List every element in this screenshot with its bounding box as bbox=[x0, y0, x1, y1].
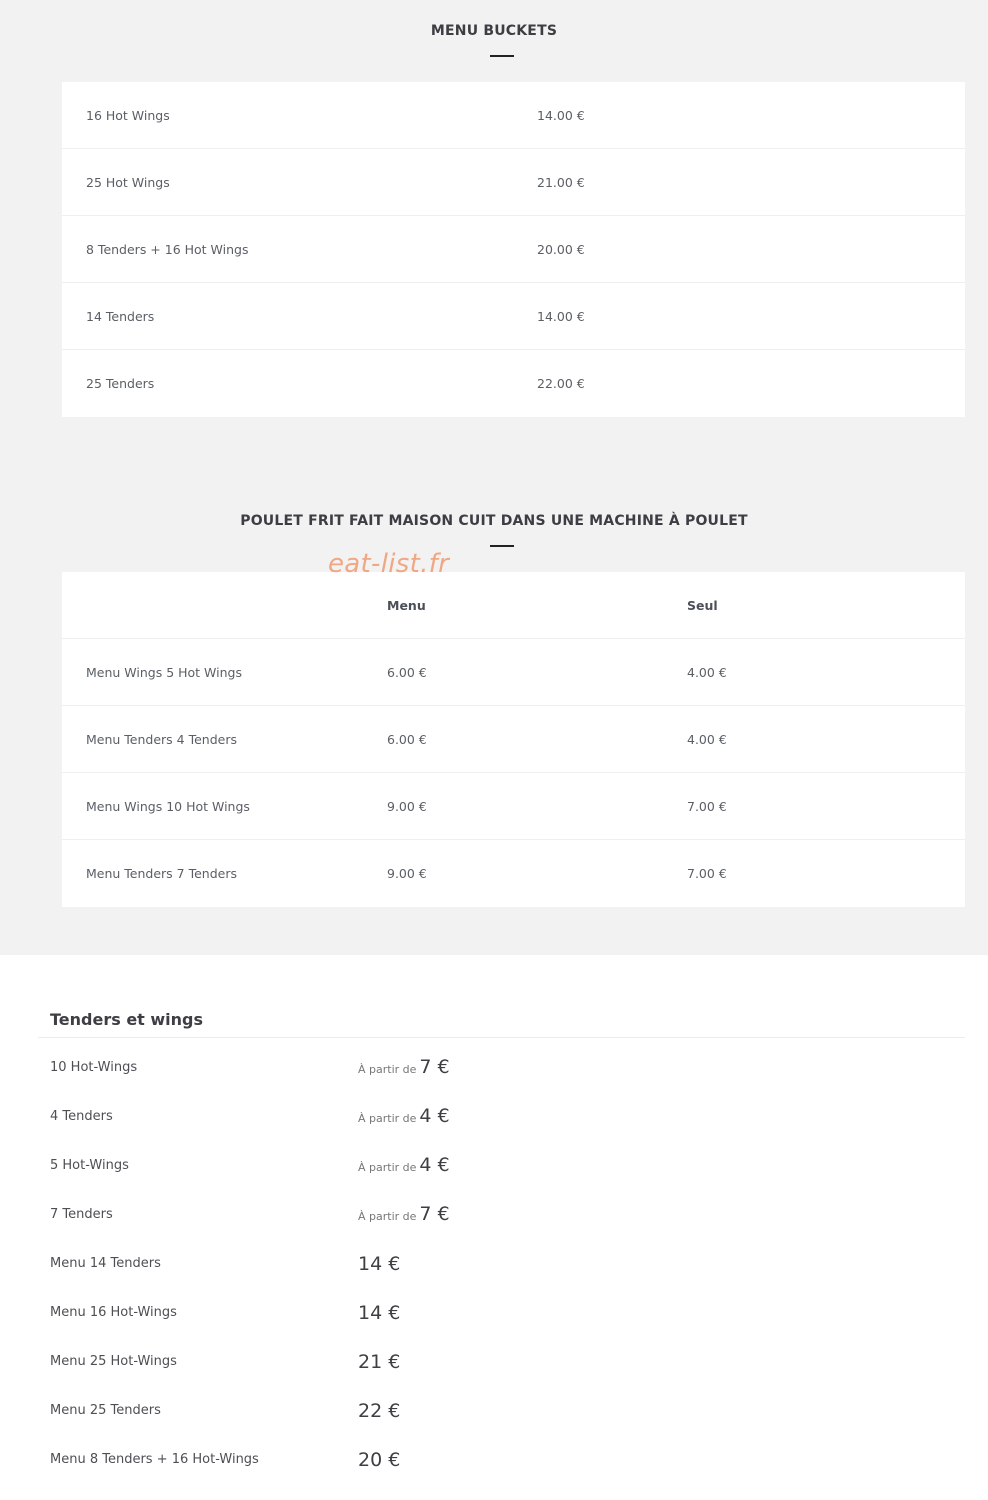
column-header-menu: Menu bbox=[387, 598, 426, 613]
list-item bbox=[0, 1440, 988, 1489]
item-price: 20.00 € bbox=[537, 242, 585, 257]
buckets-title: MENU BUCKETS bbox=[430, 23, 558, 39]
table-row bbox=[62, 149, 965, 216]
item-price: 14.00 € bbox=[537, 309, 585, 324]
price-prefix: À partir de bbox=[358, 1210, 417, 1223]
item-price bbox=[358, 1449, 400, 1471]
list-item bbox=[0, 1097, 988, 1146]
item-price bbox=[358, 1400, 400, 1422]
column-header-seul: Seul bbox=[687, 598, 718, 613]
table-row bbox=[62, 283, 965, 350]
table-row bbox=[62, 82, 965, 149]
list-item bbox=[0, 1391, 988, 1440]
list-item bbox=[0, 1048, 988, 1097]
item-name: Menu Wings 5 Hot Wings bbox=[86, 665, 242, 680]
item-price: 21.00 € bbox=[537, 175, 585, 190]
menu-price: 6.00 € bbox=[387, 732, 427, 747]
item-name: Menu 25 Tenders bbox=[50, 1403, 161, 1418]
list-item bbox=[0, 1244, 988, 1293]
price-amount: 4 € bbox=[419, 1105, 450, 1127]
price-prefix: À partir de bbox=[358, 1161, 417, 1174]
price-amount: 20 € bbox=[358, 1449, 401, 1471]
item-price bbox=[358, 1203, 450, 1225]
table-row bbox=[62, 840, 965, 907]
seul-price: 4.00 € bbox=[687, 665, 727, 680]
price-amount: 22 € bbox=[358, 1400, 401, 1422]
tenders-wings-title: Tenders et wings bbox=[50, 1010, 204, 1029]
tenders-wings-list bbox=[0, 1048, 988, 1489]
item-name: Menu Wings 10 Hot Wings bbox=[86, 799, 250, 814]
menu-price: 6.00 € bbox=[387, 665, 427, 680]
list-item bbox=[0, 1293, 988, 1342]
table-row bbox=[62, 350, 965, 417]
item-price: 22.00 € bbox=[537, 376, 585, 391]
item-name: 25 Hot Wings bbox=[86, 175, 170, 190]
item-name: Menu 8 Tenders + 16 Hot-Wings bbox=[50, 1452, 259, 1467]
price-amount: 4 € bbox=[419, 1154, 450, 1176]
price-amount: 21 € bbox=[358, 1351, 401, 1373]
list-item bbox=[0, 1195, 988, 1244]
item-price bbox=[358, 1253, 400, 1275]
buckets-table bbox=[62, 82, 965, 417]
price-amount: 7 € bbox=[419, 1056, 450, 1078]
item-name: Menu 14 Tenders bbox=[50, 1256, 161, 1271]
item-name: Menu 16 Hot-Wings bbox=[50, 1305, 177, 1320]
watermark: eat-list.fr bbox=[328, 549, 450, 579]
item-price bbox=[358, 1056, 450, 1078]
table-row bbox=[62, 706, 965, 773]
item-name: 16 Hot Wings bbox=[86, 108, 170, 123]
section-divider bbox=[38, 1037, 965, 1038]
price-prefix: À partir de bbox=[358, 1112, 417, 1125]
item-name: Menu Tenders 4 Tenders bbox=[86, 732, 237, 747]
title-divider bbox=[490, 545, 514, 547]
table-header-row bbox=[62, 572, 965, 639]
poulet-title: POULET FRIT FAIT MAISON CUIT DANS UNE MACHINE À POULET bbox=[240, 513, 748, 529]
menu-price: 9.00 € bbox=[387, 799, 427, 814]
price-amount: 7 € bbox=[419, 1203, 450, 1225]
item-price bbox=[358, 1154, 450, 1176]
seul-price: 4.00 € bbox=[687, 732, 727, 747]
table-row bbox=[62, 773, 965, 840]
item-name: 4 Tenders bbox=[50, 1109, 113, 1124]
item-name: 8 Tenders + 16 Hot Wings bbox=[86, 242, 249, 257]
table-row bbox=[62, 639, 965, 706]
price-amount: 14 € bbox=[358, 1253, 401, 1275]
poulet-table bbox=[62, 572, 965, 907]
item-price bbox=[358, 1351, 400, 1373]
list-item bbox=[0, 1342, 988, 1391]
item-name: Menu Tenders 7 Tenders bbox=[86, 866, 237, 881]
item-price bbox=[358, 1302, 400, 1324]
item-name: 7 Tenders bbox=[50, 1207, 113, 1222]
title-divider bbox=[490, 55, 514, 57]
item-name: Menu 25 Hot-Wings bbox=[50, 1354, 177, 1369]
item-name: 10 Hot-Wings bbox=[50, 1060, 138, 1075]
item-name: 14 Tenders bbox=[86, 309, 155, 324]
item-price: 14.00 € bbox=[537, 108, 585, 123]
menu-price: 9.00 € bbox=[387, 866, 427, 881]
seul-price: 7.00 € bbox=[687, 799, 727, 814]
item-price bbox=[358, 1105, 450, 1127]
seul-price: 7.00 € bbox=[687, 866, 727, 881]
item-name: 5 Hot-Wings bbox=[50, 1158, 129, 1173]
price-amount: 14 € bbox=[358, 1302, 401, 1324]
item-name: 25 Tenders bbox=[86, 376, 155, 391]
price-prefix: À partir de bbox=[358, 1063, 417, 1076]
list-item bbox=[0, 1146, 988, 1195]
table-row bbox=[62, 216, 965, 283]
